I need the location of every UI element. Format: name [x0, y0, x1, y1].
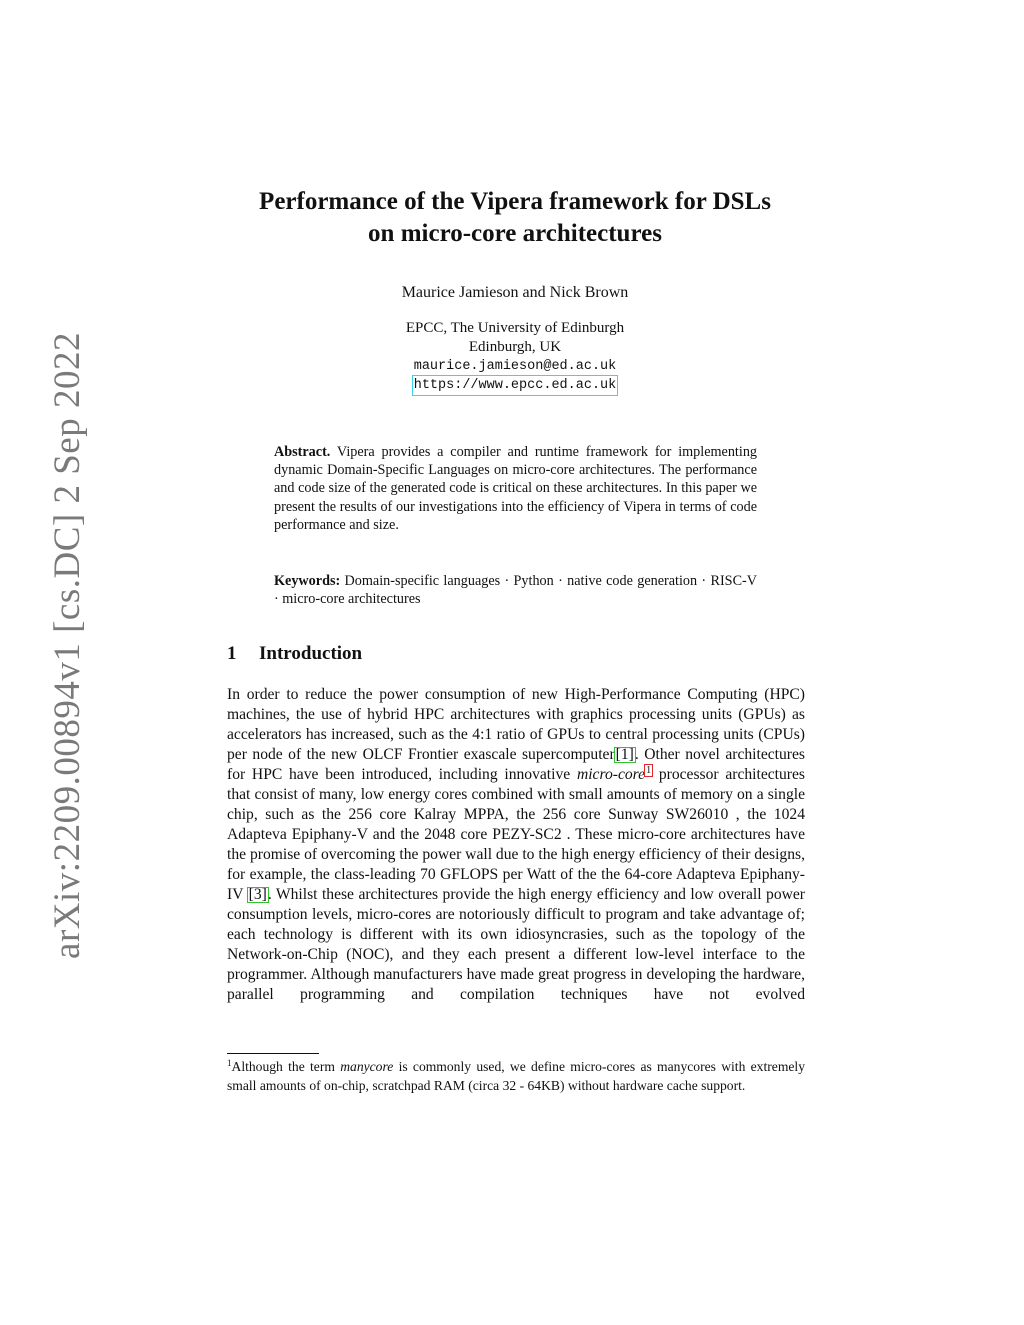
keywords — [274, 572, 757, 608]
epcc-url-link[interactable]: https://www.epcc.ed.ac.uk — [413, 378, 617, 393]
title-line-1: Performance of the Vipera framework for DSLs — [259, 188, 771, 215]
footnote — [227, 1058, 805, 1095]
manycore-term: manycore — [340, 1059, 394, 1074]
body-text-2: . Other novel architectures for HPC have been introduced, including innovative — [227, 746, 805, 783]
section-number: 1 — [227, 643, 237, 664]
abstract-text: Vipera provides a compiler and runtime framework for implementing dynamic Domain-Specific Languages on micro-core architectures. The performance and code size of the generated code is critical on these architectures. In this paper we present the results of our investigations into the efficiency of Vipera in terms of code performance and size. — [274, 444, 758, 533]
micro-core-term: micro-core — [576, 766, 646, 783]
keywords-text: Domain-specific languages · Python · native code generation · RISC-V · micro-core architectures — [274, 573, 758, 608]
footnote-link-1[interactable]: 1 — [646, 765, 652, 776]
abstract-label: Abstract. — [274, 444, 331, 460]
body-text-3: processor architectures that consist of many, low energy cores combined with small amounts of memory on a single chip, such as the 256 core Kalray MPPA, the 256 core Sunway SW26010 , the 1024 Adapteva Epiphany-V and the 2048 core PEZY-SC2 . These micro-core architectures have the promise of overcoming the power wall due to the high energy efficiency of their designs, for example, the class-leading 70 GFLOPS per Watt of the the 64-core Adapteva Epiphany-IV — [227, 766, 805, 903]
arxiv-id-text: arXiv:2209.00894v1 [cs.DC] 2 Sep 2022 — [46, 331, 88, 959]
body-text-1: In order to reduce the power consumption of new High-Performance Computing (HPC) machines, the use of hybrid HPC architectures with graphics processing units (GPUs) as accelerators has increased, such as the 4:1 ratio of GPUs to central processing units (CPUs) per node of the new OLCF Frontier exascale supercomputer — [227, 686, 805, 763]
arxiv-identifier — [42, 331, 92, 959]
abstract — [274, 443, 757, 534]
author-email: maurice.jamieson@ed.ac.uk — [413, 359, 617, 374]
footnote-text-a: Although the term — [231, 1059, 341, 1074]
keywords-label: Keywords: — [274, 573, 341, 589]
section-title: Introduction — [259, 643, 363, 664]
institution: EPCC, The University of Edinburgh — [405, 320, 625, 336]
introduction-paragraph — [227, 685, 805, 1005]
footnote-rule — [227, 1053, 319, 1054]
location: Edinburgh, UK — [468, 339, 562, 355]
paper-title — [200, 186, 830, 250]
title-line-2: on micro-core architectures — [368, 220, 662, 247]
citation-link-3[interactable]: [3] — [248, 886, 267, 903]
affiliation — [200, 319, 830, 395]
section-heading — [227, 643, 362, 665]
body-text-4: . Whilst these architectures provide the high energy efficiency and low overall power consumption levels, micro-cores are notoriously difficult to program and take advantage of; each technology is different with its own idiosyncrasies, such as the topology of the Network-on-Chip (NOC), and they each present a different low-level interface to the programmer. Although manufacturers have made great progress in developing the hardware, parallel programming and compilation techniques have not evolved — [227, 886, 805, 1003]
authors: Maurice Jamieson and Nick Brown — [401, 284, 629, 301]
footnote-text-b: is commonly used, we define micro-cores as manycores with extremely small amounts of on-chip, scratchpad RAM (circa 32 - 64KB) without hardware cache support. — [227, 1059, 805, 1093]
footnote-marker: 1 — [227, 1058, 232, 1068]
citation-link-1[interactable]: [1] — [615, 746, 634, 763]
